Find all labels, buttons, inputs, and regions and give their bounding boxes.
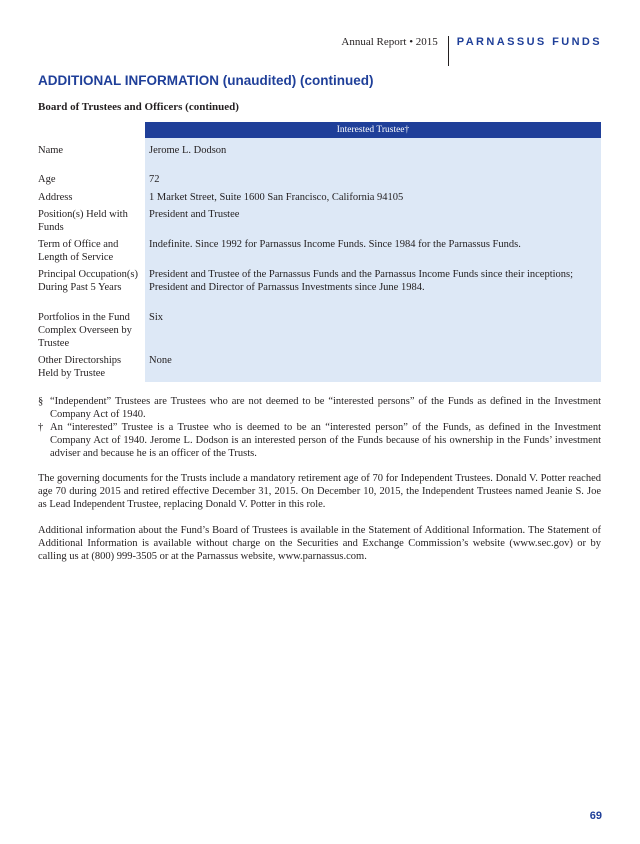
row-value: Indefinite. Since 1992 for Parnassus Income Funds. Since 1984 for the Parnassus Funds.: [145, 236, 601, 266]
footnote: [38, 395, 601, 421]
row-value: 72: [145, 170, 601, 189]
row-value: Jerome L. Dodson: [145, 138, 601, 170]
row-value: Six: [145, 309, 601, 352]
footnote-text: “Independent” Trustees are Trustees who are not deemed to be “interested persons” of the Funds as defined in the Investment Company Act of 1940.: [50, 396, 601, 420]
table-row: [38, 170, 601, 189]
subsection-title: Board of Trustees and Officers (continued): [38, 101, 239, 113]
row-value: 1 Market Street, Suite 1600 San Francisco, California 94105: [145, 189, 601, 206]
footnote-mark: †: [38, 422, 44, 433]
table-row: [38, 309, 601, 352]
page-header: [341, 36, 602, 66]
row-label: Name: [38, 145, 64, 156]
footnotes: [38, 395, 601, 460]
report-label: Annual Report • 2015: [341, 36, 438, 48]
table-row: [38, 189, 601, 206]
row-label: Term of Office and Length of Service: [38, 239, 119, 263]
row-value: President and Trustee of the Parnassus Funds and the Parnassus Income Funds since their inceptions; President and Director of Parnassus Investments since June 1984.: [145, 266, 601, 309]
trustee-table: [38, 122, 601, 382]
row-value: None: [145, 352, 601, 382]
brand-name: PARNASSUS FUNDS: [456, 36, 602, 48]
footnote: [38, 421, 601, 460]
row-label: Position(s) Held with Funds: [38, 209, 128, 233]
table-row: [38, 138, 601, 170]
row-label: Age: [38, 174, 56, 185]
table-header: Interested Trustee†: [145, 122, 601, 138]
table-row: [38, 206, 601, 236]
footnote-mark: §: [38, 396, 44, 407]
section-title: ADDITIONAL INFORMATION (unaudited) (continued): [38, 73, 374, 88]
row-value: President and Trustee: [145, 206, 601, 236]
row-label: Portfolios in the Fund Complex Overseen by Trustee: [38, 312, 132, 349]
table-row: [38, 236, 601, 266]
retirement-paragraph: The governing documents for the Trusts include a mandatory retirement age of 70 for Independent Trustees. Donald V. Potter reached age 70 during 2015 and retired effective December 31, 2015. On December 10, 2015, the Independent Trustees named Jeanie S. Joe as Lead Independent Trustee, replacing Donald V. Potter in this role.: [38, 473, 601, 510]
table-row: [38, 266, 601, 309]
table-row: [38, 352, 601, 382]
page-number: 69: [589, 810, 602, 822]
footnote-text: An “interested” Trustee is a Trustee who is deemed to be an “interested person” of the Funds, as defined in the Investment Company Act of 1940. Jerome L. Dodson is an interested person of the Funds because of his ownership in the Funds’ investment adviser and because he is an officer of the Trusts.: [50, 422, 601, 459]
row-label: Other Directorships Held by Trustee: [38, 355, 122, 379]
table-header-spacer: [38, 122, 145, 138]
row-label: Principal Occupation(s) During Past 5 Years: [38, 269, 139, 293]
row-label: Address: [38, 192, 73, 203]
header-divider: [448, 36, 449, 66]
additional-info-paragraph: Additional information about the Fund’s Board of Trustees is available in the Statement of Additional Information. The Statement of Additional Information is available without charge on the Securities and Exchange Commission’s website (www.sec.gov) or by calling us at (800) 999-3505 or at the Parnassus website, www.parnassus.com.: [38, 525, 601, 562]
